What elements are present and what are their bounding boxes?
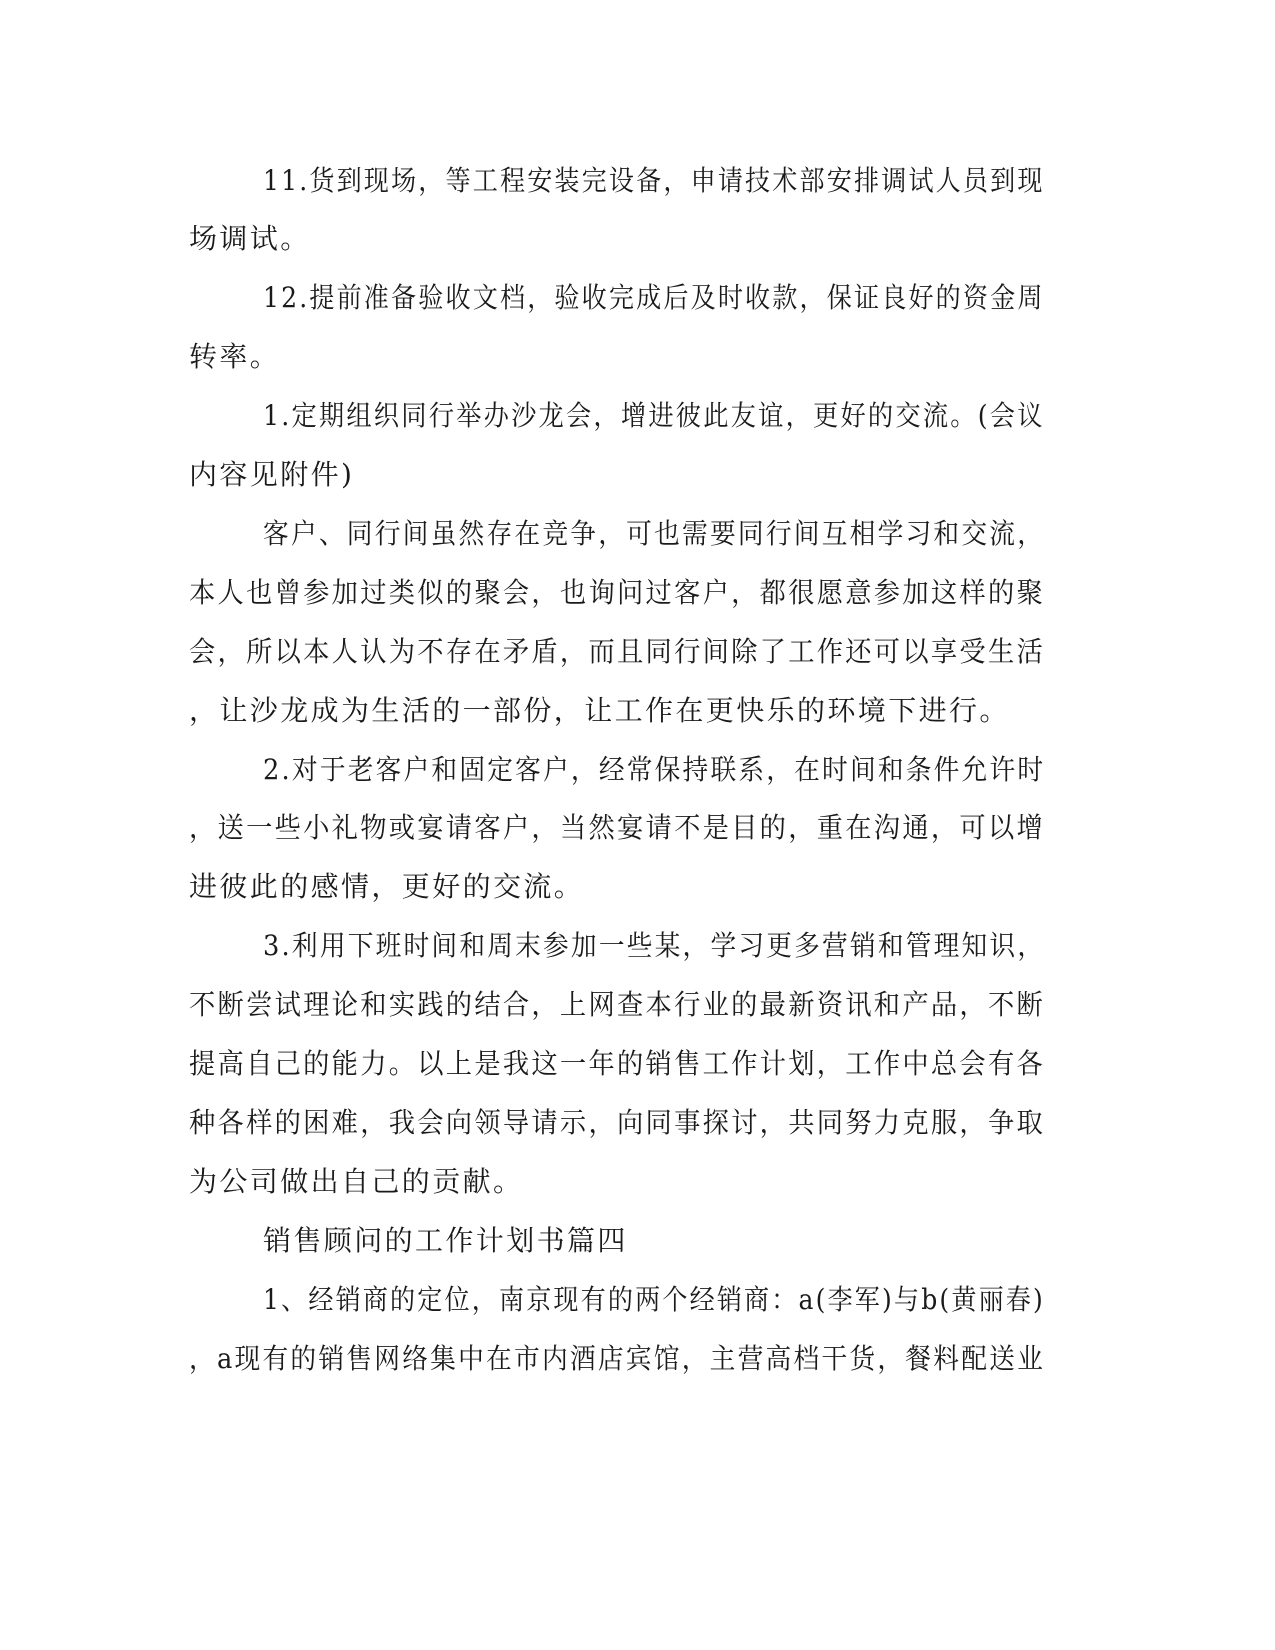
text-line: 内容见附件) (189, 458, 355, 491)
text-line: 转率。 (189, 340, 281, 373)
text-line: 提高自己的能力。以上是我这一年的销售工作计划，工作中总会有各 (189, 1047, 1046, 1080)
text-line: 场调试。 (189, 222, 311, 255)
text-line: ，a现有的销售网络集中在市内酒店宾馆，主营高档干货，餐料配送业 (189, 1342, 1046, 1375)
text-line: 3.利用下班时间和周末参加一些某，学习更多营销和管理知识， (263, 929, 1046, 962)
text-line: 12.提前准备验收文档，验收完成后及时收款，保证良好的资金周 (263, 281, 1045, 314)
text-line: 会，所以本人认为不存在矛盾，而且同行间除了工作还可以享受生活 (189, 635, 1046, 668)
text-line: 1、经销商的定位，南京现有的两个经销商：a(李军)与b(黄丽春) (263, 1283, 1045, 1316)
text-line: 进彼此的感情，更好的交流。 (189, 870, 585, 903)
text-line: 不断尝试理论和实践的结合，上网查本行业的最新资讯和产品，不断 (189, 988, 1046, 1021)
text-line: ，让沙龙成为生活的一部份，让工作在更快乐的环境下进行。 (189, 694, 1010, 727)
text-line: 为公司做出自己的贡献。 (189, 1165, 524, 1198)
text-line: ，送一些小礼物或宴请客户，当然宴请不是目的，重在沟通，可以增 (189, 811, 1046, 844)
section-heading: 销售顾问的工作计划书篇四 (263, 1224, 628, 1257)
text-line: 本人也曾参加过类似的聚会，也询问过客户，都很愿意参加这样的聚 (189, 576, 1046, 609)
text-line: 11.货到现场，等工程安装完设备，申请技术部安排调试人员到现 (263, 164, 1045, 197)
text-line: 1.定期组织同行举办沙龙会，增进彼此友谊，更好的交流。(会议 (263, 399, 1045, 432)
text-line: 种各样的困难，我会向领导请示，向同事探讨，共同努力克服，争取 (189, 1106, 1046, 1139)
text-line: 客户、同行间虽然存在竞争，可也需要同行间互相学习和交流， (263, 517, 1046, 550)
text-line: 2.对于老客户和固定客户，经常保持联系，在时间和条件允许时 (263, 753, 1046, 786)
